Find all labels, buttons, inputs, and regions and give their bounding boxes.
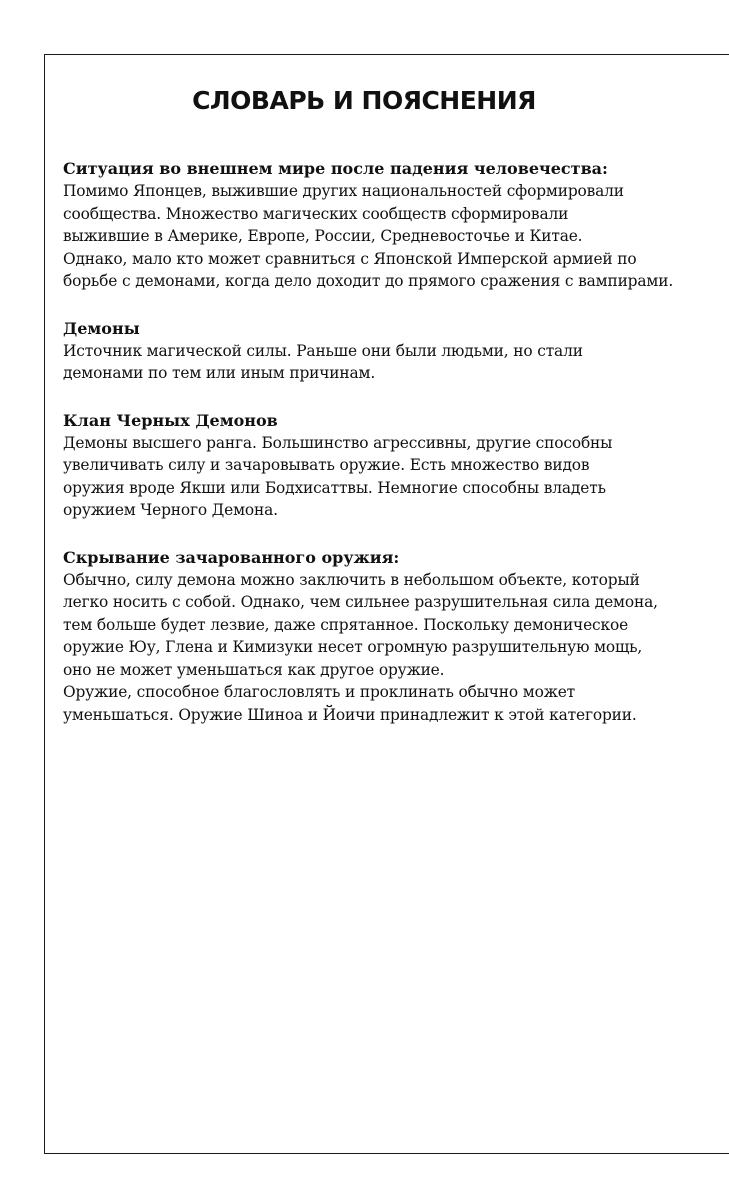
text-line: увеличивать силу и зачаровывать оружие. Есть множество видов	[63, 456, 590, 474]
page-title: СЛОВАРЬ И ПОЯСНЕНИЯ	[192, 86, 536, 115]
text-line: сообщества. Множество магических сообществ сформировали	[63, 204, 569, 223]
text-line: легко носить с собой. Однако, чем сильнее разрушительная сила демона,	[63, 593, 658, 611]
text-line: Демоны высшего ранга. Большинство агрессивны, другие способны	[63, 433, 613, 452]
glossary-section-hiding-weapons	[63, 547, 723, 727]
glossary-section-black-demon-clan	[63, 410, 723, 522]
section-heading: Ситуация во внешнем мире после падения человечества:	[63, 159, 608, 178]
text-line: борьбе с демонами, когда дело доходит до прямого сражения с вампирами.	[63, 272, 674, 290]
text-line: оружие Юу, Глена и Кимизуки несет огромную разрушительную мощь,	[63, 638, 643, 656]
text-line: оно не может уменьшаться как другое оружие.	[63, 660, 445, 679]
section-heading: Демоны	[63, 318, 140, 338]
text-line: оружием Черного Демона.	[63, 501, 278, 519]
text-line: выжившие в Америке, Европе, России, Средневосточье и Китае.	[63, 227, 583, 245]
section-heading: Скрывание зачарованного оружия:	[63, 547, 400, 567]
text-line: демонами по тем или иным причинам.	[63, 364, 376, 382]
text-line: Однако, мало кто может сравниться с Японской Имперской армией по	[63, 249, 637, 268]
text-line: Обычно, силу демона можно заключить в небольшом объекте, который	[63, 570, 640, 589]
section-heading: Клан Черных Демонов	[63, 410, 278, 430]
text-line: уменьшаться. Оружие Шиноа и Йоичи принадлежит к этой категории.	[63, 705, 637, 724]
text-line: Оружие, способное благословлять и проклинать обычно может	[63, 683, 576, 701]
glossary-content	[63, 158, 723, 751]
text-line: Источник магической силы. Раньше они были людьми, но стали	[63, 341, 583, 360]
text-line: тем больше будет лезвие, даже спрятанное. Поскольку демоническое	[63, 615, 629, 634]
glossary-section-world-situation	[63, 158, 723, 293]
text-line: оружия вроде Якши или Бодхисаттвы. Немногие способны владеть	[63, 478, 606, 497]
text-line: Помимо Японцев, выжившие других национальностей сформировали	[63, 182, 624, 200]
glossary-section-demons	[63, 318, 723, 385]
